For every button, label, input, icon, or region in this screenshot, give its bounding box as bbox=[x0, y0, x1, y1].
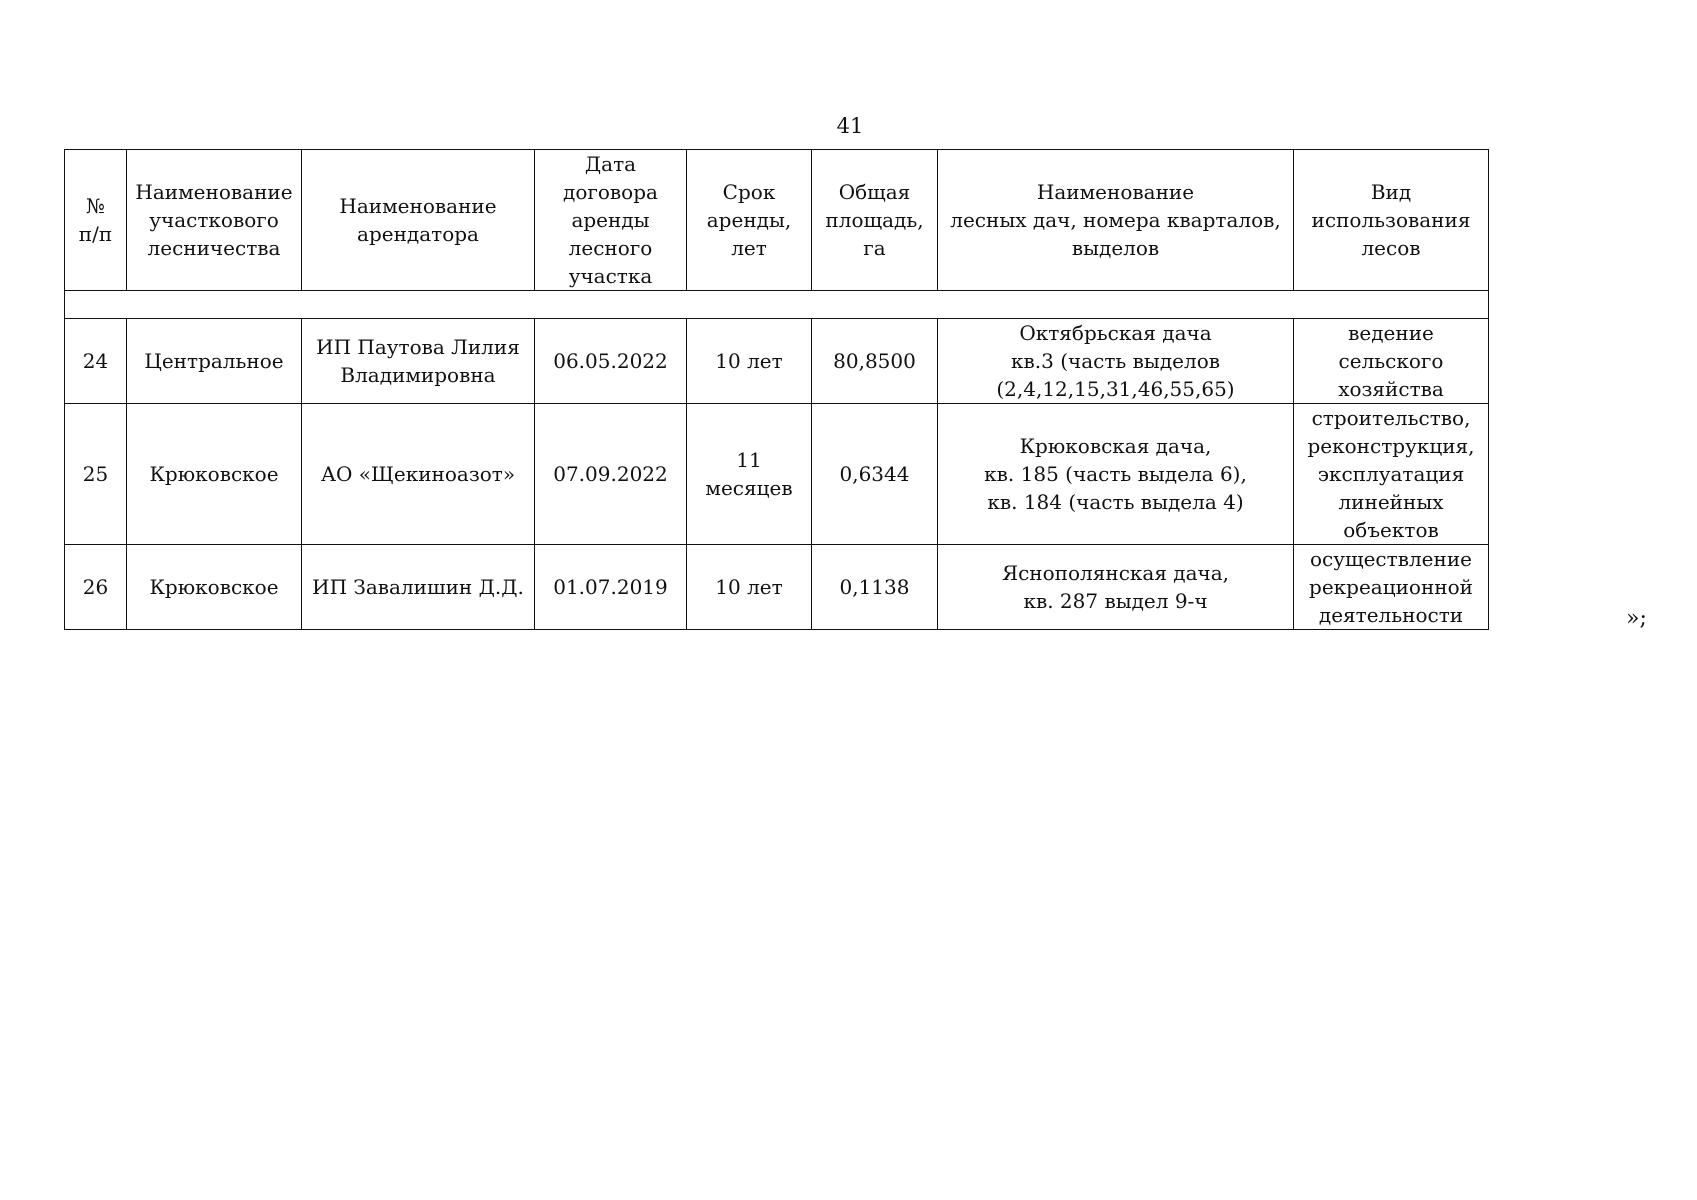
cell-location: Крюковская дача, кв. 185 (часть выдела 6), кв. 184 (часть выдела 4) bbox=[938, 404, 1294, 545]
cell-lease-term: 11 месяцев bbox=[687, 404, 812, 545]
cell-lease-term: 10 лет bbox=[687, 545, 812, 630]
cell-tenant: АО «Щекиноазот» bbox=[302, 404, 535, 545]
cell-forestry: Крюковское bbox=[127, 404, 302, 545]
table-row bbox=[65, 319, 1489, 404]
cell-tenant: ИП Паутова Лилия Владимировна bbox=[302, 319, 535, 404]
cell-forest-use: строительство, реконструкция, эксплуатация линейных объектов bbox=[1294, 404, 1489, 545]
page-number: 41 bbox=[836, 114, 864, 138]
cell-total-area: 0,6344 bbox=[812, 404, 938, 545]
header-contract-date: Дата договора аренды лесного участка bbox=[535, 150, 687, 291]
cell-lease-term: 10 лет bbox=[687, 319, 812, 404]
header-forestry: Наименование участкового лесничества bbox=[127, 150, 302, 291]
header-row bbox=[65, 150, 1489, 291]
cell-number: 26 bbox=[65, 545, 127, 630]
table-row bbox=[65, 545, 1489, 630]
cell-contract-date: 07.09.2022 bbox=[535, 404, 687, 545]
cell-forestry: Крюковское bbox=[127, 545, 302, 630]
spacer-row bbox=[65, 291, 1489, 319]
cell-forest-use: ведение сельского хозяйства bbox=[1294, 319, 1489, 404]
cell-number: 25 bbox=[65, 404, 127, 545]
cell-forest-use: осуществление рекреационной деятельности bbox=[1294, 545, 1489, 630]
closing-quote-mark: »; bbox=[1626, 606, 1647, 631]
spacer-cell bbox=[65, 291, 1489, 319]
cell-total-area: 80,8500 bbox=[812, 319, 938, 404]
cell-contract-date: 06.05.2022 bbox=[535, 319, 687, 404]
lease-table bbox=[64, 149, 1489, 630]
header-location: Наименование лесных дач, номера кварталов, выделов bbox=[938, 150, 1294, 291]
header-tenant: Наименование арендатора bbox=[302, 150, 535, 291]
header-number: № п/п bbox=[65, 150, 127, 291]
cell-contract-date: 01.07.2019 bbox=[535, 545, 687, 630]
cell-location: Яснополянская дача, кв. 287 выдел 9-ч bbox=[938, 545, 1294, 630]
cell-total-area: 0,1138 bbox=[812, 545, 938, 630]
cell-location: Октябрьская дача кв.3 (часть выделов (2,4,12,15,31,46,55,65) bbox=[938, 319, 1294, 404]
header-forest-use: Вид использования лесов bbox=[1294, 150, 1489, 291]
table-row bbox=[65, 404, 1489, 545]
cell-forestry: Центральное bbox=[127, 319, 302, 404]
header-lease-term: Срок аренды, лет bbox=[687, 150, 812, 291]
header-total-area: Общая площадь, га bbox=[812, 150, 938, 291]
cell-number: 24 bbox=[65, 319, 127, 404]
cell-tenant: ИП Завалишин Д.Д. bbox=[302, 545, 535, 630]
